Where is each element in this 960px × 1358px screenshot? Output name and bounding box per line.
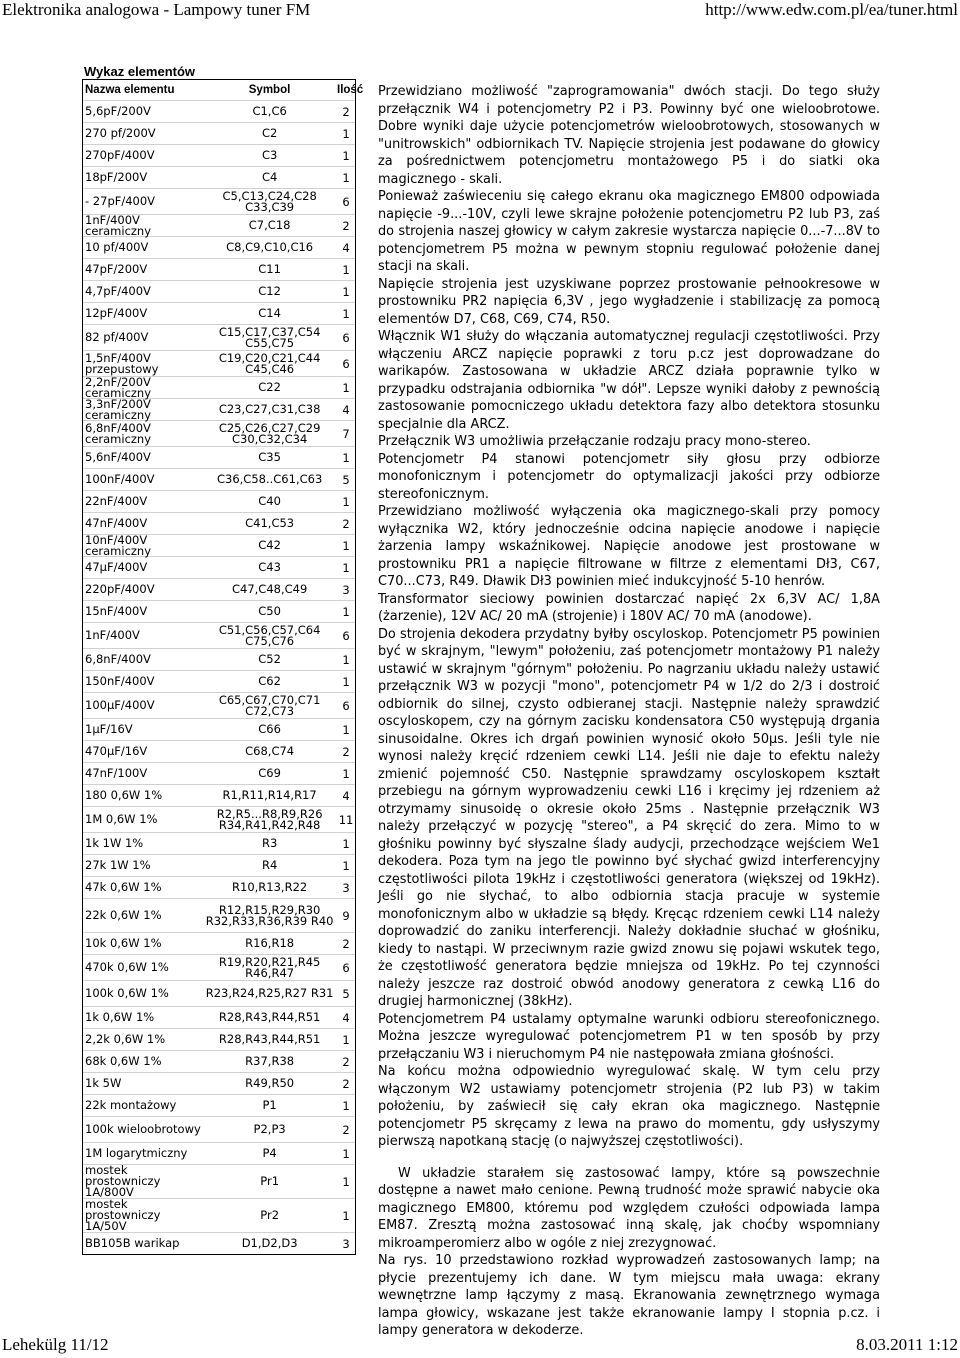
table-row — [83, 876, 355, 898]
cell-symbol: C19,C20,C21,C44 C45,C46 — [218, 350, 321, 376]
cell-symbol: Pr2 — [260, 1208, 280, 1222]
table-row — [83, 670, 355, 692]
cell-symbol: R28,R43,R44,R51 — [218, 1010, 321, 1024]
cell-qty: 3 — [342, 582, 350, 597]
cell-qty: 2 — [342, 1076, 350, 1091]
cell-name: - 27pF/400V — [85, 194, 156, 208]
column-header-qty: Ilość — [337, 84, 364, 96]
page-header-url: http://www.edw.com.pl/ea/tuner.html — [705, 0, 958, 19]
cell-name: 22k 0,6W 1% — [85, 908, 162, 922]
cell-symbol: C36,C58..C61,C63 — [216, 472, 323, 486]
page-header-title: Elektronika analogowa - Lampowy tuner FM — [2, 0, 311, 19]
cell-name: 1k 0,6W 1% — [85, 1010, 155, 1024]
cell-qty: 1 — [342, 560, 350, 575]
cell-name: 22k montażowy — [85, 1098, 177, 1112]
cell-symbol: R28,R43,R44,R51 — [218, 1032, 321, 1046]
table-body — [83, 100, 355, 1254]
cell-name: 18pF/200V — [85, 170, 148, 184]
table-row — [83, 1050, 355, 1072]
cell-qty: 2 — [342, 1122, 350, 1137]
table-row — [83, 784, 355, 806]
paragraph: Potencjometrem P4 ustalamy optymalne warunki odbioru stereofonicznego. Można jeszcze wyregulować potencjometrem P1 w ten sposób by przy przełączaniu W3 i nieruchomym P4 nie następowała zmiana głośności. — [378, 1011, 880, 1062]
cell-qty: 11 — [338, 812, 354, 827]
cell-name: 1,5nF/400V przepustowy — [85, 350, 159, 376]
cell-name: mostek prostowniczy 1A/50V — [85, 1197, 161, 1233]
cell-qty: 6 — [342, 698, 350, 713]
cell-name: 100µF/400V — [85, 698, 155, 712]
cell-qty: 5 — [342, 472, 350, 487]
paragraph: Włącznik W1 służy do włączania automatycznej regulacji częstotliwości. Przy włączeniu ARCZ napięcie poprawki z toru p.cz jest doprowadzane do warikapów. Zastosowana w układzie ARCZ działa poprawnie tylko w przypadku odstrajania odbiornika "w dół". Lepsze wyniki dałoby z pewnością zastosowanie pomocniczego układu detektora fazy albo detektora stosunku specjalnie dla ARCZ. — [378, 329, 880, 432]
cell-symbol: C43 — [258, 560, 281, 574]
table-row — [83, 622, 355, 648]
table-row — [83, 1094, 355, 1116]
cell-symbol: Pr1 — [260, 1174, 280, 1188]
table-row — [83, 420, 355, 446]
table-row — [83, 1164, 355, 1198]
cell-symbol: C23,C27,C31,C38 — [218, 402, 321, 416]
table-row — [83, 832, 355, 854]
paragraph: Przełącznik W3 umożliwia przełączanie rodzaju pracy mono-stereo. — [378, 434, 811, 449]
cell-qty: 1 — [342, 306, 350, 321]
cell-name: 1k 5W — [85, 1076, 122, 1090]
cell-qty: 1 — [342, 766, 350, 781]
table-row — [83, 468, 355, 490]
cell-name: 100k 0,6W 1% — [85, 986, 169, 1000]
table-row — [83, 490, 355, 512]
table-row — [83, 1028, 355, 1050]
table-row — [83, 718, 355, 740]
table-row — [83, 692, 355, 718]
cell-qty: 1 — [342, 858, 350, 873]
table-row — [83, 932, 355, 954]
cell-symbol: C14 — [258, 306, 281, 320]
paragraph: Transformator sieciowy powinien dostarczać napięć 2x 6,3V AC/ 1,8A (żarzenie), 12V AC/ 20 mA (strojenie) i 180V AC/ 70 mA (anodowe). — [378, 591, 880, 624]
cell-qty: 1 — [342, 1174, 350, 1189]
cell-name: BB105B warikap — [85, 1236, 180, 1250]
table-row — [83, 1232, 355, 1254]
cell-name: 1M 0,6W 1% — [85, 812, 158, 826]
cell-symbol: R23,R24,R25,R27 R31 — [205, 986, 334, 1000]
cell-qty: 6 — [342, 194, 350, 209]
cell-name: 12pF/400V — [85, 306, 148, 320]
cell-symbol: R49,R50 — [245, 1076, 295, 1090]
cell-name: 1nF/400V ceramiczny — [85, 212, 152, 238]
cell-symbol: C52 — [258, 652, 281, 666]
table-row — [83, 740, 355, 762]
cell-symbol: C15,C17,C37,C54 C55,C75 — [218, 324, 321, 350]
cell-symbol: P4 — [262, 1146, 277, 1160]
table-row — [83, 980, 355, 1006]
table-row — [83, 214, 355, 236]
column-header-symbol: Symbol — [248, 83, 291, 96]
cell-name: 1µF/16V — [85, 722, 133, 736]
cell-symbol: R19,R20,R21,R45 R46,R47 — [218, 954, 321, 980]
table-row — [83, 376, 355, 398]
cell-symbol: R37,R38 — [245, 1054, 295, 1068]
cell-symbol: C25,C26,C27,C29 C30,C32,C34 — [218, 420, 321, 446]
cell-qty: 1 — [342, 1146, 350, 1161]
table-row — [83, 954, 355, 980]
cell-symbol: R2,R5...R8,R9,R26 R34,R41,R42,R48 — [216, 806, 323, 832]
cell-qty: 7 — [342, 426, 350, 441]
cell-name: 5,6nF/400V — [85, 450, 151, 464]
cell-qty: 1 — [342, 450, 350, 465]
cell-name: 1k 1W 1% — [85, 836, 144, 850]
paragraph: Na końcu można odpowiednio wyregulować skalę. W tym celu przy włączonym W2 ustawiamy potencjometr strojenia (P2 lub P3) w takim położeniu, by zaświecił się cały ekran oka magicznego. Następnie potencjometr P5 skręcamy z lewa na prawo do momentu, gdy usłyszymy pierwszą napotkaną stację (o najwyższej częstotliwości). — [378, 1064, 880, 1149]
cell-symbol: C1,C6 — [252, 104, 287, 118]
cell-qty: 2 — [342, 104, 350, 119]
cell-symbol: P1 — [262, 1098, 277, 1112]
cell-qty: 6 — [342, 330, 350, 345]
cell-symbol: C8,C9,C10,C16 — [226, 240, 314, 254]
cell-qty: 1 — [342, 674, 350, 689]
components-title: Wykaz elementów — [84, 64, 196, 79]
table-row — [83, 258, 355, 280]
cell-qty: 1 — [342, 262, 350, 277]
cell-symbol: C12 — [258, 284, 281, 298]
cell-name: 47nF/100V — [85, 766, 148, 780]
cell-name: 47µF/400V — [85, 560, 148, 574]
cell-qty: 1 — [342, 126, 350, 141]
components-table — [82, 79, 364, 1255]
table-row — [83, 762, 355, 784]
table-row — [83, 600, 355, 622]
table-header-row — [83, 80, 364, 100]
cell-qty: 1 — [342, 1098, 350, 1113]
table-row — [83, 350, 355, 376]
cell-symbol: C4 — [261, 170, 278, 184]
cell-name: 47pF/200V — [85, 262, 148, 276]
cell-name: 15nF/400V — [85, 604, 148, 618]
cell-name: 10nF/400V ceramiczny — [85, 532, 152, 558]
cell-symbol: C47,C48,C49 — [231, 582, 308, 596]
cell-symbol: C65,C67,C70,C71 C72,C73 — [218, 692, 321, 718]
cell-symbol: C62 — [258, 674, 281, 688]
cell-symbol: C51,C56,C57,C64 C75,C76 — [218, 622, 321, 648]
column-header-name: Nazwa elementu — [85, 83, 175, 96]
table-row — [83, 854, 355, 876]
cell-symbol: R1,R11,R14,R17 — [222, 788, 317, 802]
cell-qty: 1 — [342, 538, 350, 553]
paragraph: Ponieważ zaświeceniu się całego ekranu oka magicznego EM800 odpowiada napięcie -9...-10V, czyli lewe skrajne położenie potencjometru P2 lub P3, zaś do strojenia naszej głowicy w całym zakresie wystarcza napięcie 0...-7...8V to potencjometrem P5 można w pewnym stopniu regulować położenie danej stacji na skali. — [378, 189, 880, 274]
cell-name: 5,6pF/200V — [85, 104, 151, 118]
cell-name: 10 pf/400V — [85, 240, 149, 254]
table-row — [83, 446, 355, 468]
cell-name: 10k 0,6W 1% — [85, 936, 162, 950]
cell-name: 47nF/400V — [85, 516, 148, 530]
paragraph: Potencjometr P4 stanowi potencjometr siły głosu przy odbiorze monofonicznym i potencjometr do optymalizacji jakości przy odbiorze stereofonicznym. — [378, 451, 880, 502]
cell-qty: 1 — [342, 284, 350, 299]
paragraph: Na rys. 10 przedstawiono rozkład wyprowadzeń zastosowanych lamp; na płycie prezentujemy ich dane. W tym miejscu mała uwaga: ekrany wewnętrzne lamp łączymy z masą. Ekranowania zewnętrznego wymaga lampa głowicy, wskazane jest także ekranowanie lampy I stopnia p.cz. i lampy generatora w dekoderze. — [378, 1253, 880, 1338]
cell-symbol: C41,C53 — [245, 516, 295, 530]
cell-qty: 4 — [342, 1010, 350, 1025]
cell-name: 220pF/400V — [85, 582, 155, 596]
cell-name: 1M logarytmiczny — [85, 1146, 188, 1160]
cell-name: 270pF/400V — [85, 148, 155, 162]
cell-name: 6,8nF/400V — [85, 652, 151, 666]
table-row — [83, 324, 355, 350]
table-row — [83, 648, 355, 670]
cell-qty: 1 — [342, 148, 350, 163]
cell-name: 68k 0,6W 1% — [85, 1054, 162, 1068]
cell-qty: 1 — [342, 1032, 350, 1047]
cell-symbol: C7,C18 — [248, 218, 291, 232]
cell-symbol: C5,C13,C24,C28 C33,C39 — [222, 188, 317, 214]
cell-symbol: C40 — [258, 494, 281, 508]
cell-name: 6,8nF/400V ceramiczny — [85, 420, 152, 446]
table-row — [83, 898, 355, 932]
table-row — [83, 1198, 355, 1232]
cell-name: 270 pf/200V — [85, 126, 156, 140]
cell-name: 3,3nF/200V ceramiczny — [85, 396, 152, 422]
cell-name: 180 0,6W 1% — [85, 788, 163, 802]
cell-name: 27k 1W 1% — [85, 858, 151, 872]
cell-qty: 1 — [342, 494, 350, 509]
cell-qty: 9 — [342, 908, 350, 923]
cell-qty: 5 — [342, 986, 350, 1001]
table-row — [83, 122, 355, 144]
table-row — [83, 280, 355, 302]
cell-name: 2,2nF/200V ceramiczny — [85, 374, 152, 400]
cell-qty: 1 — [342, 652, 350, 667]
cell-symbol: R16,R18 — [245, 936, 295, 950]
cell-qty: 2 — [342, 218, 350, 233]
table-row — [83, 1116, 355, 1142]
cell-qty: 4 — [342, 788, 350, 803]
cell-qty: 1 — [342, 380, 350, 395]
cell-name: 100nF/400V — [85, 472, 155, 486]
paragraph: W układzie starałem się zastosować lampy, które są powszechnie dostępne a nawet mało cenione. Pewną trudność może sprawić nabycie oka magicznego EM800, któremu pod względem czułości odpowiada lampa EM87. Zresztą można zastosować inną skalę, jak choćby wspomniany mikroamperomierz albo w ogóle z niej zrezygnować. — [378, 1165, 880, 1251]
cell-symbol: R3 — [261, 836, 278, 850]
paragraph: Do strojenia dekodera przydatny byłby oscyloskop. Potencjometr P5 powinien być w skrajnym, "lewym" położeniu, zaś potencjometr montażowy P1 należy ustawić w skrajnym "górnym" położeniu. Po nagrzaniu układu należy ustawić przełącznik W3 w pozycji "mono", potencjometr P4 w 1/2 do 2/3 i dostroić odbiornik do silnej, czysto odbieranej stacji. Następnie należy sprawdzić oscyloskopem, czy na górnym zacisku kondensatora C50 występują drgania sinusoidalne. Okres ich drgań powinien wynosić około 50µs. Jeśli tyle nie wynosi należy kręcić rdzeniem cewki L14. Jeśli nie daje to efektu należy zmienić pojemność C50. Następnie sprawdzamy oscyloskopem kształt przebiegu na górnym wyprowadzeniu cewki L16 i kręcimy jej rdzeniem aż otrzymamy sinusoidę o okresie około 25ms . Następnie przełącznik W3 należy przełączyć w pozycję "stereo", a P4 skręcić do zera. Mimo to w głośniku powinny być słyszalne ślady audycji, przechodzące wejściem We1 dekodera. Poza tym na jego tle powinno być słychać gwizd interferencyjny częstotliwości pilota 19kHz i częstotliwości generatora (większej od 19kHz). Jeśli go nie słychać, to albo odbiornia stacja pracuje w systemie monofonicznym albo w układzie są błędy. Kręcąc rdzeniem cewki L14 należy doprowadzić do zaniku interferencji. Należy dokładnie słuchać w głośniku, kiedy to nastąpi. W przeciwnym razie gwizd znowu się pojawi wskutek tego, że częstotliwość generatora będzie mniejsza od 19kHz. Po tej czynności należy jeszcze raz dostroić obwód anodowy generatora z cewką L16 do drugiej harmonicznej (38kHz). — [378, 626, 880, 1009]
cell-symbol: C69 — [258, 766, 281, 780]
cell-name: 470k 0,6W 1% — [85, 960, 169, 974]
table-row — [83, 144, 355, 166]
table-row — [83, 1072, 355, 1094]
cell-symbol: R12,R15,R29,R30 R32,R33,R36,R39 R40 — [205, 902, 334, 928]
table-row — [83, 302, 355, 324]
table-row — [83, 100, 355, 122]
table-row — [83, 398, 355, 420]
cell-name: 2,2k 0,6W 1% — [85, 1032, 166, 1046]
cell-symbol: C35 — [258, 450, 281, 464]
table-row — [83, 556, 355, 578]
cell-name: 47k 0,6W 1% — [85, 880, 162, 894]
cell-symbol: C42 — [258, 538, 281, 552]
cell-name: 1nF/400V — [85, 628, 140, 642]
page-footer-pagenum: Lehekülg 11/12 — [2, 1335, 109, 1354]
cell-symbol: C66 — [258, 722, 281, 736]
cell-qty: 1 — [342, 170, 350, 185]
cell-symbol: C3 — [261, 148, 278, 162]
paragraph: Przewidziano możliwość wyłączenia oka magicznego-skali przy pomocy wyłącznika W2, który jednocześnie odcina napięcie anodowe i napięcie żarzenia lampy wskaźnikowej. Napięcie anodowe jest prostowane w prostowniku PR1 a napięcie filtrowane w filtrze z elementami Dł3, C67, C70...C73, R49. Dławik Dł3 powinien mieć indukcyjność 5-10 henrów. — [378, 504, 880, 589]
cell-symbol: C11 — [258, 262, 281, 276]
page-footer-date: 8.03.2011 1:12 — [856, 1335, 958, 1354]
cell-name: 100k wieloobrotowy — [85, 1122, 201, 1136]
cell-qty: 2 — [342, 1054, 350, 1069]
table-row — [83, 188, 355, 214]
table-row — [83, 578, 355, 600]
cell-qty: 1 — [342, 836, 350, 851]
table-row — [83, 236, 355, 258]
cell-qty: 1 — [342, 722, 350, 737]
cell-qty: 3 — [342, 880, 350, 895]
cell-qty: 1 — [342, 604, 350, 619]
cell-symbol: C2 — [261, 126, 278, 140]
cell-qty: 2 — [342, 936, 350, 951]
table-row — [83, 806, 355, 832]
table-row — [83, 1006, 355, 1028]
cell-name: 470µF/16V — [85, 744, 148, 758]
cell-name: 150nF/400V — [85, 674, 155, 688]
paragraph: Przewidziano możliwość "zaprogramowania" dwóch stacji. Do tego służy przełącznik W4 i potencjometry P2 i P3. Powinny być one wieloobrotowe. Dobre wyniki daje użycie potencjometrów wieloobrotowych, stosowanych w "unitrowskich" odbiornikach TV. Napięcie strojenia jest podawane do głowicy za pośrednictwem potencjometru montażowego P5 i do siatki oka magicznego - skali. — [378, 84, 880, 187]
cell-qty: 2 — [342, 744, 350, 759]
cell-qty: 3 — [342, 1236, 350, 1251]
cell-symbol: D1,D2,D3 — [241, 1236, 298, 1250]
cell-name: mostek prostowniczy 1A/800V — [85, 1163, 161, 1199]
cell-qty: 1 — [342, 1208, 350, 1223]
table-row — [83, 166, 355, 188]
cell-symbol: C50 — [258, 604, 281, 618]
table-row — [83, 534, 355, 556]
cell-symbol: R4 — [261, 858, 278, 872]
cell-symbol: C68,C74 — [245, 744, 295, 758]
description-text — [378, 83, 880, 1340]
cell-qty: 4 — [342, 240, 350, 255]
table-row — [83, 512, 355, 534]
cell-qty: 4 — [342, 402, 350, 417]
cell-qty: 2 — [342, 516, 350, 531]
cell-qty: 6 — [342, 356, 350, 371]
cell-name: 82 pf/400V — [85, 330, 149, 344]
paragraph: Napięcie strojenia jest uzyskiwane poprzez prostowanie pełnookresowe w prostowniku PR2 napięcia 6,3V , jego wygładzenie i stabilizację za pomocą elementów D7, C68, C69, C74, R50. — [378, 276, 880, 327]
cell-symbol: P2,P3 — [253, 1122, 286, 1136]
cell-name: 4,7pF/400V — [85, 284, 151, 298]
cell-qty: 6 — [342, 960, 350, 975]
cell-name: 22nF/400V — [85, 494, 148, 508]
table-row — [83, 1142, 355, 1164]
cell-qty: 6 — [342, 628, 350, 643]
cell-symbol: C22 — [258, 380, 281, 394]
cell-symbol: R10,R13,R22 — [232, 880, 308, 894]
